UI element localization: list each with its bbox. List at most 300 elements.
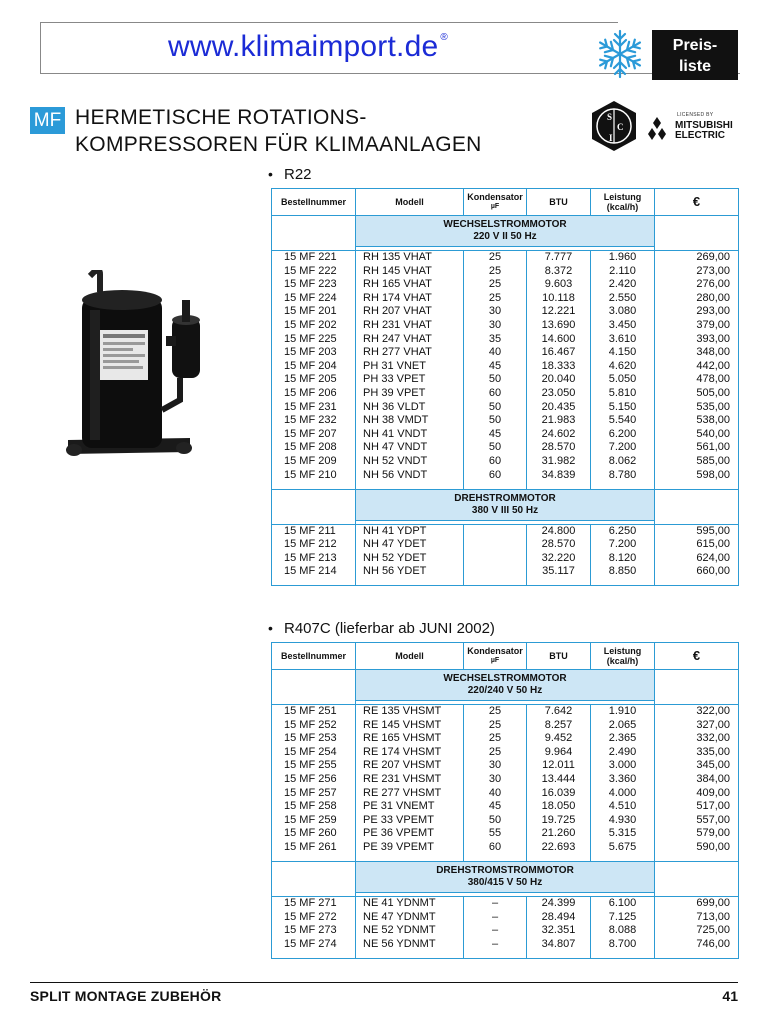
column-btu: [527, 897, 591, 952]
page-number: 41: [722, 988, 738, 1004]
price-cell: 409,00: [696, 786, 730, 799]
capacitor-list: [464, 251, 526, 482]
price-cell: 280,00: [696, 291, 730, 304]
order-number-cell: 15 MF 225: [284, 332, 337, 345]
order-number-cell: 15 MF 255: [284, 759, 337, 772]
mf-badge: MF: [30, 107, 65, 134]
col-header-bestellnummer: Bestellnummer: [272, 189, 356, 216]
capacitor-cell: 50: [488, 813, 502, 826]
right-blank: [655, 670, 739, 705]
table-r407c: [271, 642, 739, 959]
capacitor-cell: 25: [488, 705, 502, 717]
power-cell: 2.065: [608, 718, 637, 731]
table-header-row: [272, 643, 739, 670]
column-power: [591, 897, 655, 952]
btu-cell: 32.351: [541, 924, 576, 937]
order-number-cell: 15 MF 251: [284, 705, 337, 717]
mitsubishi-logo: [643, 112, 743, 142]
power-cell: 6.200: [608, 427, 637, 440]
order-number-cell: 15 MF 273: [284, 924, 337, 937]
left-blank: [272, 862, 356, 897]
price-cell: 442,00: [696, 359, 730, 372]
power-cell: 8.780: [608, 468, 637, 481]
bullet-icon: •: [268, 620, 273, 636]
price-cell: 540,00: [696, 427, 730, 440]
left-blank: [272, 216, 356, 251]
power-cell: 4.150: [608, 346, 637, 359]
btu-cell: 7.777: [544, 251, 573, 263]
btu-cell: 18.333: [541, 359, 576, 372]
model-cell: RE 174 VHSMT: [363, 745, 442, 758]
price-list: [655, 705, 738, 855]
order-number-list: [272, 705, 355, 855]
col-header-bestellnummer: Bestellnummer: [272, 643, 356, 670]
column-capacitor: [464, 524, 527, 579]
power-cell: 3.610: [608, 332, 637, 345]
padding-cell: [655, 855, 739, 862]
power-cell: 7.200: [608, 538, 637, 551]
model-cell: NE 52 YDNMT: [363, 924, 436, 937]
right-blank: [655, 862, 739, 897]
column-price: [655, 524, 739, 579]
capacitor-cell: 60: [488, 468, 502, 481]
footer-rule: [30, 982, 738, 983]
btu-cell: 9.603: [544, 278, 573, 291]
group-bottom-padding: [272, 855, 739, 862]
btu-cell: 16.467: [541, 346, 576, 359]
power-list: [591, 705, 654, 855]
column-order-number: [272, 705, 356, 855]
power-cell: 3.450: [608, 318, 637, 331]
order-number-cell: 15 MF 252: [284, 718, 337, 731]
order-number-cell: 15 MF 211: [284, 524, 336, 537]
btu-cell: 9.452: [544, 732, 573, 745]
capacitor-cell: 50: [488, 400, 502, 413]
order-number-cell: 15 MF 207: [284, 427, 337, 440]
group-heading-line2: 220 V II 50 Hz: [473, 231, 537, 242]
power-cell: 5.540: [608, 414, 637, 427]
price-cell: 624,00: [696, 551, 730, 564]
price-cell: 273,00: [696, 264, 730, 277]
price-cell: 535,00: [696, 400, 730, 413]
btu-list: [527, 705, 590, 855]
capacitor-cell: 25: [488, 291, 502, 304]
price-cell: 660,00: [696, 565, 730, 578]
order-number-cell: 15 MF 259: [284, 813, 337, 826]
column-model: [356, 251, 464, 483]
col-header-btu: BTU: [527, 189, 591, 216]
website-url-text[interactable]: www.klimaimport.de: [168, 30, 439, 63]
order-number-cell: 15 MF 257: [284, 786, 337, 799]
footer-section-title: SPLIT MONTAGE ZUBEHÖR: [30, 988, 222, 1004]
capacitor-cell: –: [491, 897, 499, 910]
capacitor-cell: 50: [488, 441, 502, 454]
model-cell: PE 39 VPEMT: [363, 840, 434, 853]
order-number-list: [272, 897, 355, 951]
price-cell: 384,00: [696, 772, 730, 785]
model-cell: RH 135 VHAT: [363, 251, 432, 263]
price-cell: 505,00: [696, 386, 730, 399]
power-cell: 2.365: [608, 732, 637, 745]
snowflake-icon: [592, 28, 648, 80]
order-number-cell: 15 MF 214: [284, 565, 337, 578]
power-cell: 2.420: [608, 278, 637, 291]
group-bottom-padding: [272, 482, 739, 489]
power-cell: 4.930: [608, 813, 637, 826]
capacitor-cell: 25: [488, 745, 502, 758]
order-number-cell: 15 MF 272: [284, 910, 337, 923]
btu-cell: 24.602: [541, 427, 576, 440]
order-number-cell: 15 MF 202: [284, 318, 337, 331]
price-list: [655, 897, 738, 951]
capacitor-cell: 30: [488, 305, 502, 318]
btu-list: [527, 897, 590, 951]
btu-cell: 34.839: [541, 468, 576, 481]
order-number-cell: 15 MF 201: [284, 305, 337, 318]
power-cell: 3.360: [608, 772, 637, 785]
capacitor-cell: 60: [488, 386, 502, 399]
model-cell: RH 247 VHAT: [363, 332, 432, 345]
padding-cell: [272, 951, 356, 958]
col-header-leistung-unit: (kcal/h): [606, 656, 639, 666]
product-group: [272, 897, 739, 952]
model-cell: RE 165 VHSMT: [363, 732, 442, 745]
btu-cell: 13.444: [541, 772, 576, 785]
price-list-badge-line1: Preis-: [672, 37, 718, 54]
column-capacitor: [464, 251, 527, 483]
col-header-leistung-label: Leistung: [603, 192, 642, 202]
right-blank: [655, 216, 739, 251]
capacitor-cell: 25: [488, 278, 502, 291]
capacitor-cell: [464, 525, 526, 539]
col-header-modell: Modell: [356, 189, 464, 216]
power-cell: 5.050: [608, 373, 637, 386]
price-cell: 393,00: [696, 332, 730, 345]
price-cell: 327,00: [696, 718, 730, 731]
btu-cell: 9.964: [544, 745, 573, 758]
capacitor-cell: 50: [488, 414, 502, 427]
order-number-cell: 15 MF 271: [284, 897, 337, 910]
capacitor-cell: 45: [488, 359, 502, 372]
price-cell: 345,00: [696, 759, 730, 772]
col-header-price: €: [655, 643, 739, 670]
bullet-icon: •: [268, 166, 273, 182]
column-btu: [527, 251, 591, 483]
price-cell: 538,00: [696, 414, 730, 427]
price-list-badge-line2: liste: [678, 58, 711, 75]
sci-letter-i: I: [609, 133, 613, 143]
model-cell: RH 207 VHAT: [363, 305, 432, 318]
order-number-cell: 15 MF 253: [284, 732, 337, 745]
model-cell: RE 135 VHSMT: [363, 705, 442, 717]
model-cell: PE 36 VPEMT: [363, 827, 434, 840]
power-cell: 5.315: [608, 827, 637, 840]
price-cell: 269,00: [696, 251, 730, 263]
column-order-number: [272, 897, 356, 952]
power-cell: 2.110: [609, 264, 636, 277]
col-header-leistung: [591, 189, 655, 216]
capacitor-cell: –: [491, 937, 499, 950]
capacitor-cell: 50: [488, 373, 502, 386]
model-cell: PH 31 VNET: [363, 359, 426, 372]
btu-cell: 35.117: [542, 565, 575, 578]
model-cell: RE 207 VHSMT: [363, 759, 442, 772]
btu-cell: 28.570: [541, 538, 576, 551]
price-list-badge: [652, 30, 738, 80]
col-header-price: €: [655, 189, 739, 216]
order-number-cell: 15 MF 223: [284, 278, 337, 291]
btu-cell: 31.982: [541, 454, 576, 467]
padding-cell: [464, 855, 527, 862]
padding-cell: [356, 579, 464, 586]
btu-cell: 8.257: [544, 718, 573, 731]
btu-cell: 24.800: [541, 524, 576, 537]
model-cell: NH 52 YDET: [363, 551, 427, 564]
power-cell: 8.120: [608, 551, 637, 564]
group-bottom-padding: [272, 579, 739, 586]
left-blank: [272, 489, 356, 524]
capacitor-cell: 45: [488, 800, 502, 813]
padding-cell: [527, 579, 591, 586]
capacitor-cell: 35: [488, 332, 502, 345]
price-cell: 322,00: [696, 705, 730, 717]
btu-cell: 20.435: [541, 400, 576, 413]
price-cell: 595,00: [696, 524, 730, 537]
padding-cell: [464, 579, 527, 586]
power-cell: 4.620: [608, 359, 637, 372]
padding-cell: [655, 951, 739, 958]
order-number-cell: 15 MF 224: [284, 291, 337, 304]
capacitor-cell: 25: [488, 718, 502, 731]
group-heading-line2: 380/415 V 50 Hz: [467, 877, 543, 889]
btu-cell: 16.039: [541, 786, 576, 799]
model-cell: PH 39 VPET: [363, 386, 426, 399]
price-cell: 615,00: [696, 538, 730, 551]
model-cell: PH 33 VPET: [363, 373, 426, 386]
group-heading-line2: 380 V III 50 Hz: [471, 504, 539, 516]
capacitor-cell: [464, 552, 526, 566]
power-cell: 1.960: [608, 251, 637, 263]
capacitor-cell: 30: [488, 318, 502, 331]
price-cell: 585,00: [696, 454, 730, 467]
model-list: [356, 251, 463, 482]
capacitor-cell: 40: [488, 346, 502, 359]
power-cell: 6.100: [608, 897, 637, 910]
padding-cell: [272, 482, 356, 489]
table-header-row: [272, 189, 739, 216]
page-title: [75, 104, 482, 158]
power-cell: 4.000: [608, 786, 637, 799]
price-cell: 379,00: [696, 318, 730, 331]
order-number-cell: 15 MF 231: [284, 400, 337, 413]
padding-cell: [591, 579, 655, 586]
column-power: [591, 705, 655, 855]
btu-cell: 34.807: [541, 937, 576, 950]
column-model: [356, 705, 464, 855]
order-number-cell: 15 MF 209: [284, 454, 337, 467]
model-list: [356, 897, 463, 951]
power-list: [591, 897, 654, 951]
order-number-cell: 15 MF 254: [284, 745, 337, 758]
column-model: [356, 897, 464, 952]
price-cell: 561,00: [696, 441, 730, 454]
capacitor-list: [464, 525, 526, 579]
padding-cell: [356, 951, 464, 958]
padding-cell: [464, 951, 527, 958]
btu-cell: 23.050: [541, 386, 576, 399]
group-bottom-padding: [272, 951, 739, 958]
model-cell: NH 52 VNDT: [363, 454, 428, 467]
compressor-image: [60, 270, 200, 470]
group-heading-line1: DREHSTROMSTROMMOTOR: [436, 865, 574, 877]
padding-cell: [272, 579, 356, 586]
btu-cell: 24.399: [541, 897, 576, 910]
btu-cell: 19.725: [541, 813, 576, 826]
model-list: [356, 525, 463, 579]
column-power: [591, 524, 655, 579]
power-cell: 8.062: [608, 454, 637, 467]
order-number-cell: 15 MF 212: [284, 538, 337, 551]
btu-cell: 21.983: [541, 414, 576, 427]
power-cell: 5.810: [608, 386, 637, 399]
capacitor-cell: –: [491, 924, 499, 937]
column-price: [655, 705, 739, 855]
btu-cell: 10.118: [542, 291, 575, 304]
page-title-line1: HERMETISCHE ROTATIONS-: [75, 106, 367, 129]
page-title-line2: KOMPRESSOREN FÜR KLIMAANLAGEN: [75, 133, 482, 156]
model-cell: RE 145 VHSMT: [363, 718, 442, 731]
model-cell: NE 41 YDNMT: [363, 897, 436, 910]
model-cell: NH 47 VNDT: [363, 441, 428, 454]
power-list: [591, 525, 654, 579]
order-number-cell: 15 MF 232: [284, 414, 337, 427]
btu-cell: 32.220: [541, 551, 576, 564]
section-r22-label: R22: [284, 166, 312, 183]
mitsubishi-brand: [675, 121, 733, 141]
column-btu: [527, 524, 591, 579]
column-order-number: [272, 251, 356, 483]
capacitor-cell: –: [491, 910, 499, 923]
group-heading: [356, 862, 655, 893]
col-header-kondensator-unit: µF: [490, 657, 500, 664]
padding-cell: [655, 579, 739, 586]
col-header-btu: BTU: [527, 643, 591, 670]
power-cell: 1.910: [608, 705, 637, 717]
btu-cell: 8.372: [544, 264, 573, 277]
product-group: [272, 705, 739, 855]
power-cell: 2.550: [608, 291, 637, 304]
mitsubishi-brand-line1: MITSUBISHI: [675, 120, 733, 131]
col-header-leistung-label: Leistung: [603, 646, 642, 656]
price-cell: 579,00: [696, 827, 730, 840]
sci-letter-s: S: [607, 112, 613, 122]
power-cell: 7.125: [608, 910, 637, 923]
order-number-cell: 15 MF 203: [284, 346, 337, 359]
order-number-list: [272, 525, 355, 579]
price-cell: 725,00: [696, 924, 730, 937]
col-header-leistung: [591, 643, 655, 670]
model-cell: RH 165 VHAT: [363, 278, 432, 291]
section-r22-heading: [268, 166, 312, 183]
power-cell: 3.000: [608, 759, 637, 772]
col-header-kondensator: [464, 643, 527, 670]
col-header-kondensator-unit: µF: [490, 203, 500, 210]
model-cell: NH 41 YDPT: [363, 524, 427, 537]
model-cell: NH 41 VNDT: [363, 427, 428, 440]
col-header-kondensator: [464, 189, 527, 216]
power-cell: 3.080: [608, 305, 637, 318]
order-number-cell: 15 MF 274: [284, 937, 337, 950]
order-number-cell: 15 MF 256: [284, 772, 337, 785]
price-cell: 348,00: [696, 346, 730, 359]
btu-cell: 12.221: [541, 305, 576, 318]
order-number-cell: 15 MF 261: [284, 840, 337, 853]
registered-mark: ®: [440, 32, 448, 43]
capacitor-list: [464, 705, 526, 855]
website-url[interactable]: [168, 30, 446, 64]
padding-cell: [591, 855, 655, 862]
price-cell: 598,00: [696, 468, 730, 481]
model-cell: RH 277 VHAT: [363, 346, 432, 359]
col-header-modell: Modell: [356, 643, 464, 670]
model-cell: RH 174 VHAT: [363, 291, 432, 304]
padding-cell: [527, 855, 591, 862]
model-cell: PE 33 VPEMT: [363, 813, 434, 826]
price-cell: 713,00: [696, 910, 730, 923]
capacitor-cell: 60: [488, 454, 502, 467]
group-heading-line1: WECHSELSTROMMOTOR: [443, 219, 567, 230]
price-list: [655, 525, 738, 579]
btu-cell: 21.260: [541, 827, 576, 840]
power-cell: 4.510: [608, 800, 637, 813]
power-cell: 2.490: [608, 745, 637, 758]
col-header-leistung-unit: (kcal/h): [606, 202, 639, 212]
padding-cell: [591, 482, 655, 489]
btu-cell: 12.011: [542, 759, 575, 772]
left-blank: [272, 670, 356, 705]
capacitor-cell: 25: [488, 251, 502, 263]
order-number-cell: 15 MF 260: [284, 827, 337, 840]
column-capacitor: [464, 705, 527, 855]
order-number-cell: 15 MF 222: [284, 264, 337, 277]
model-cell: RH 231 VHAT: [363, 318, 432, 331]
price-cell: 478,00: [696, 373, 730, 386]
btu-list: [527, 525, 590, 579]
capacitor-cell: 25: [488, 264, 502, 277]
product-group: [272, 524, 739, 579]
group-heading-line2: 220/240 V 50 Hz: [467, 685, 543, 696]
model-list: [356, 705, 463, 855]
order-number-list: [272, 251, 355, 482]
btu-cell: 18.050: [541, 800, 576, 813]
licensed-by-text: LICENSED BY: [677, 112, 714, 118]
section-r407c-label: R407C (lieferbar ab JUNI 2002): [284, 620, 495, 637]
group-heading-line1: WECHSELSTROMMOTOR: [443, 673, 567, 684]
mitsubishi-brand-line2: ELECTRIC: [675, 130, 725, 141]
price-cell: 557,00: [696, 813, 730, 826]
btu-list: [527, 251, 590, 482]
model-cell: NH 56 VNDT: [363, 468, 428, 481]
sci-letter-c: C: [617, 122, 624, 132]
group-heading: [356, 670, 655, 701]
col-header-kondensator-label: Kondensator: [467, 646, 523, 656]
padding-cell: [356, 482, 464, 489]
model-cell: NH 56 YDET: [363, 565, 427, 578]
capacitor-cell: 40: [488, 786, 502, 799]
capacitor-list: [464, 897, 526, 951]
model-cell: NH 47 YDET: [363, 538, 427, 551]
power-cell: 5.675: [608, 840, 637, 853]
